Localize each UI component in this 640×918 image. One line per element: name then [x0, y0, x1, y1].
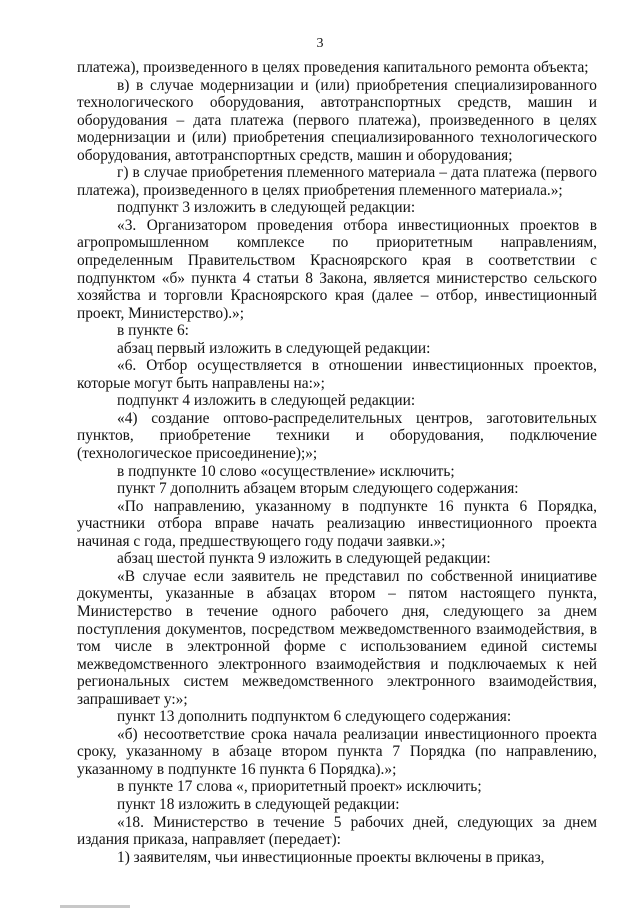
- paragraph: «4) создание оптово-распределительных центров, заготовительных пунктов, приобретение техники и оборудования, подключение (технологическое присоединение);»;: [77, 409, 597, 463]
- paragraph: «По направлению, указанному в подпункте 16 пункта 6 Порядка, участники отбора вправе начать реализацию инвестиционного проекта начиная с года, предшествующего году подачи заявки.»;: [77, 497, 597, 550]
- page-number: 3: [316, 36, 324, 51]
- paragraph: «18. Министерство в течение 5 рабочих дней, следующих за днем издания приказа, направляет (передает):: [77, 813, 597, 849]
- paragraph: «В случае если заявитель не представил по собственной инициативе документы, указанные в абзацах втором – пятом настоящего пункта, Министерство в течение одного рабочего дня, следующего за днем поступления документов, посредством межведомственного взаимодействия, в том числе в электронной форме с использованием единой системы межведомственного электронного взаимодействия и подключаемых к ней региональных систем межведомственного электронного взаимодействия, запрашивает у:»;: [77, 567, 597, 708]
- paragraph: подпункт 3 изложить в следующей редакции:: [117, 199, 416, 217]
- document-body: [77, 59, 597, 866]
- scan-artifact: [60, 905, 130, 908]
- paragraph: абзац шестой пункта 9 изложить в следующей редакции:: [117, 550, 491, 568]
- paragraph: пункт 18 изложить в следующей редакции:: [117, 795, 400, 813]
- paragraph: 1) заявителям, чьи инвестиционные проекты включены в приказ,: [117, 848, 545, 866]
- paragraph: «3. Организатором проведения отбора инвестиционных проектов в агропромышленном комплексе по приоритетным направлениям, определенным Правительством Красноярского края в соответствии с подпунктом «б» пункта 4 статьи 8 Закона, является министерство сельского хозяйства и торговли Красноярского края (далее – отбор, инвестиционный проект, Министерство).»;: [77, 216, 597, 322]
- paragraph: в подпункте 10 слово «осуществление» исключить;: [117, 462, 455, 480]
- paragraph: в) в случае модернизации и (или) приобретения специализированного технологического оборудования, автотранспортных средств, машин и оборудования – дата платежа (первого платежа), произведенного в целях модернизации и (или) приобретения специализированного технологического оборудования, автотранспортных средств, машин и оборудования;: [77, 76, 597, 164]
- paragraph: «6. Отбор осуществляется в отношении инвестиционных проектов, которые могут быть направлены на:»;: [77, 357, 597, 392]
- paragraph: г) в случае приобретения племенного материала – дата платежа (первого платежа), произведенного в целях приобретения племенного материала.»;: [77, 164, 597, 199]
- paragraph: пункт 13 дополнить подпунктом 6 следующего содержания:: [117, 708, 512, 726]
- paragraph: «б) несоответствие срока начала реализации инвестиционного проекта сроку, указанному в абзаце втором пункта 7 Порядка (по направлению, указанному в подпункте 16 пункта 6 Порядка).»;: [77, 725, 597, 778]
- paragraph: в пункте 17 слова «, приоритетный проект» исключить;: [117, 778, 482, 796]
- paragraph: подпункт 4 изложить в следующей редакции:: [117, 392, 416, 410]
- paragraph: абзац первый изложить в следующей редакции:: [117, 339, 431, 357]
- paragraph: пункт 7 дополнить абзацем вторым следующего содержания:: [117, 480, 519, 498]
- paragraph: платежа), произведенного в целях проведения капитального ремонта объекта;: [77, 59, 589, 76]
- paragraph: в пункте 6:: [117, 322, 189, 340]
